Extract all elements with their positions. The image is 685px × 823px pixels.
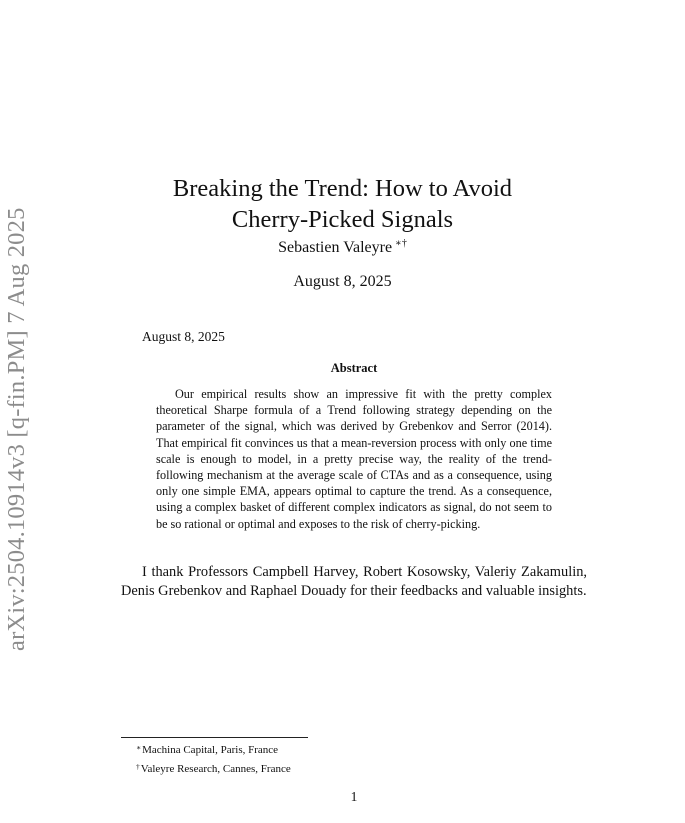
- publication-date: August 8, 2025: [293, 273, 392, 290]
- author-line: [0, 238, 685, 257]
- arxiv-identifier-stamp: arXiv:2504.10914v3 [q-fin.PM] 7 Aug 2025: [3, 207, 30, 651]
- acknowledgement-paragraph: I thank Professors Campbell Harvey, Robert Kosowsky, Valeriy Zakamulin, Denis Grebenkov and Raphael Douady for their feedbacks and valuable insights.: [121, 564, 587, 599]
- footnote-text: Valeyre Research, Cannes, France: [140, 762, 291, 775]
- footnote-affiliation-1: [136, 740, 291, 759]
- paper-title-line-1: Breaking the Trend: How to Avoid: [172, 175, 513, 203]
- footnotes: [136, 740, 291, 777]
- footnote-mark: ∗: [136, 743, 142, 752]
- abstract-heading: Abstract: [330, 361, 378, 375]
- footnote-divider: [121, 737, 308, 738]
- paper-title-line-2: Cherry-Picked Signals: [231, 206, 454, 234]
- abstract-text: Our empirical results show an impressive fit with the pretty complex theoretical Sharpe formula of a Trend following strategy depending on the parameter of the signal, which was derived by Grebenkov and Serror (2014). That empirical fit convinces us that a mean-reversion process with only one time scale is enough to model, in a pretty precise way, the reality of the trend-following mechanism at the average scale of CTAs and as a consequence, using only one simple EMA, appears optimal to capture the trend. As a consequence, using a complex basket of different complex indicators as signal, do not seem to be so rational or optimal and exposes to the risk of cherry-picking.: [156, 387, 552, 531]
- author-footnote-marks: ∗†: [395, 238, 407, 249]
- footnote-affiliation-2: [136, 759, 291, 778]
- footnote-mark: †: [136, 761, 140, 771]
- author-name: Sebastien Valeyre: [278, 239, 393, 256]
- footnote-text: Machina Capital, Paris, France: [142, 744, 279, 756]
- body-date: August 8, 2025: [142, 329, 225, 344]
- paper-title: [0, 173, 685, 235]
- page-number: 1: [350, 789, 358, 804]
